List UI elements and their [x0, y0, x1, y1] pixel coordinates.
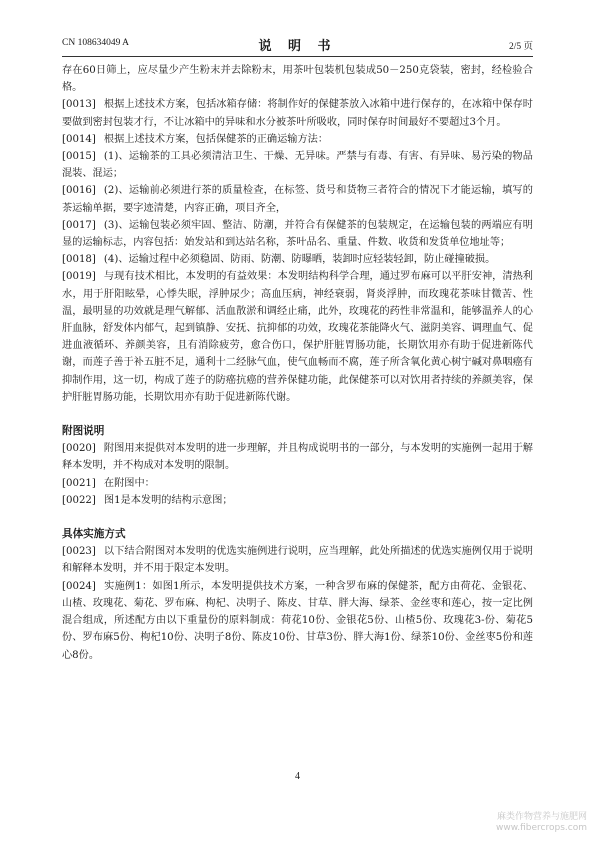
continued-paragraph: 存在60日筛上，应尽量少产生粉末并去除粉末，用茶叶包装机包装成50－250克袋装，密封，经检验合格。: [62, 65, 533, 94]
paragraph-number: [0024]: [62, 580, 96, 592]
paragraph-number: [0015]: [62, 151, 96, 163]
document-title: 说 明 书: [258, 39, 337, 54]
page-number: 4: [295, 771, 300, 782]
paragraph-number: [0017]: [62, 219, 96, 231]
paragraph-number: [0023]: [62, 546, 96, 558]
watermark-url: www.fibercrops.com: [496, 823, 587, 833]
paragraph-0015: [62, 148, 533, 182]
paragraph-0019: [62, 268, 533, 406]
paragraph-text: 实施例1：如图1所示，本发明提供技术方案，一种含罗布麻的保健茶，配方由荷花、金银花、山楂、玫瑰花、菊花、罗布麻、枸杞、决明子、陈皮、甘草、胖大海、绿茶、金丝枣和莲心，按一定比例混合组成，所述配方由以下重量份的原料制成：荷花10份、金银花5份、山楂5份、玫瑰花3-份、菊花5份、罗布麻5份、枸杞10份、决明子8份、陈皮10份、甘草3份、胖大海1份、绿茶10份、金丝枣5份和莲心8份。: [62, 580, 533, 661]
paragraph-text: (3)、运输包装必须牢固、整洁、防潮，并符合有保健茶的包装规定，在运输包装的两端应有明显的运输标志，内容包括：始发站和到达站名称，茶叶品名、重量、件数、收货和发货单位地址等；: [62, 219, 533, 249]
section-spacer: [62, 509, 533, 526]
paragraph-number: [0022]: [62, 494, 96, 506]
paragraph-text: 根据上述技术方案，包括冰箱存储：将制作好的保健茶放入冰箱中进行保存的，在冰箱中保存时要做到密封包装才行，不让冰箱中的异味和水分被茶叶所吸收，同时保存时间最好不要超过3个月。: [62, 99, 533, 128]
paragraph-0018: [62, 251, 533, 268]
paragraph-number: [0019]: [62, 271, 96, 283]
paragraph-text: 图1是本发明的结构示意图；: [103, 494, 233, 506]
paragraph-text: 根据上述技术方案，包括保健茶的正确运输方法：: [103, 133, 329, 145]
paragraph-number: [0018]: [62, 254, 96, 266]
header-divider: [62, 56, 533, 57]
section-heading-embodiment: 具体实施方式: [62, 528, 126, 541]
paragraph-0024: [62, 578, 533, 664]
section-spacer: [62, 406, 533, 423]
paragraph-number: [0021]: [62, 477, 96, 489]
publication-number: CN 108634049 A: [62, 38, 130, 48]
paragraph-number: [0016]: [62, 185, 96, 197]
paragraph-number: [0014]: [62, 133, 96, 145]
watermark-name: 麻类作物营养与施肥网: [496, 812, 587, 822]
paragraph-0023: [62, 543, 533, 577]
paragraph-number: [0013]: [62, 99, 96, 111]
paragraph-text: 在附图中：: [103, 477, 155, 489]
page-header: [62, 34, 533, 54]
paragraph-0016: [62, 182, 533, 216]
paragraph-number: [0020]: [62, 443, 96, 455]
paragraph-text: 附图用来提供对本发明的进一步理解，并且构成说明书的一部分，与本发明的实施例一起用于解释本发明，并不构成对本发明的限制。: [62, 443, 533, 472]
paragraph-text: (2)、运输前必须进行茶的质量检查，在标签、货号和货物三者符合的情况下才能运输，填写的茶运输单据，要字迹清楚，内容正确，项目齐全，: [62, 185, 533, 214]
paragraph-text: (4)、运输过程中必须稳固、防雨、防潮、防曝晒，装卸时应轻装轻卸，防止碰撞破损。: [103, 254, 496, 266]
paragraph-0017: [62, 217, 533, 251]
paragraph-text: 以下结合附图对本发明的优选实施例进行说明，应当理解，此处所描述的优选实施例仅用于说明和解释本发明，并不用于限定本发明。: [62, 546, 533, 575]
paragraph-0013: [62, 96, 533, 130]
document-body: [62, 62, 533, 664]
page-count: 2/5 页: [508, 42, 533, 52]
paragraph-0022: [62, 492, 533, 509]
paragraph-0020: [62, 440, 533, 474]
paragraph-text: (1)、运输茶的工具必须清洁卫生、干燥、无异味。严禁与有毒、有害、有异味、易污染的物品混装、混运；: [62, 151, 533, 180]
site-watermark: [496, 812, 587, 834]
paragraph-0014: [62, 131, 533, 148]
section-heading-drawings: 附图说明: [62, 425, 105, 438]
paragraph-text: 与现有技术相比，本发明的有益效果：本发明结构科学合理，通过罗布麻可以平肝安神，清热利水，用于肝阳眩晕，心悸失眠，浮肿尿少；高血压病，神经衰弱，肾炎浮肿，而玫瑰花茶味甘微苦、性温，最明显的功效就是理气解郁、活血散淤和调经止痛，此外，玫瑰花的药性非常温和，能够温养人的心肝血脉，舒发体内郁气，起到镇静、安抚、抗抑郁的功效，玫瑰花茶能降火气、滋阴美容、调理血气、促进血液循环、养颜美容，且有消除疲劳，愈合伤口，保护肝脏胃肠功能，长期饮用亦有助于促进新陈代谢，而莲子善于补五脏不足，通利十二经脉气血，使气血畅而不腐，莲子所含氧化黄心树宁碱对鼻咽癌有抑制作用，这一切，构成了莲子的防癌抗癌的营养保健功能，此保健茶可以对饮用者持续的养颜美容，保护肝脏胃肠功能，长期饮用亦有助于促进新陈代谢。: [62, 271, 533, 403]
paragraph-0021: [62, 475, 533, 492]
